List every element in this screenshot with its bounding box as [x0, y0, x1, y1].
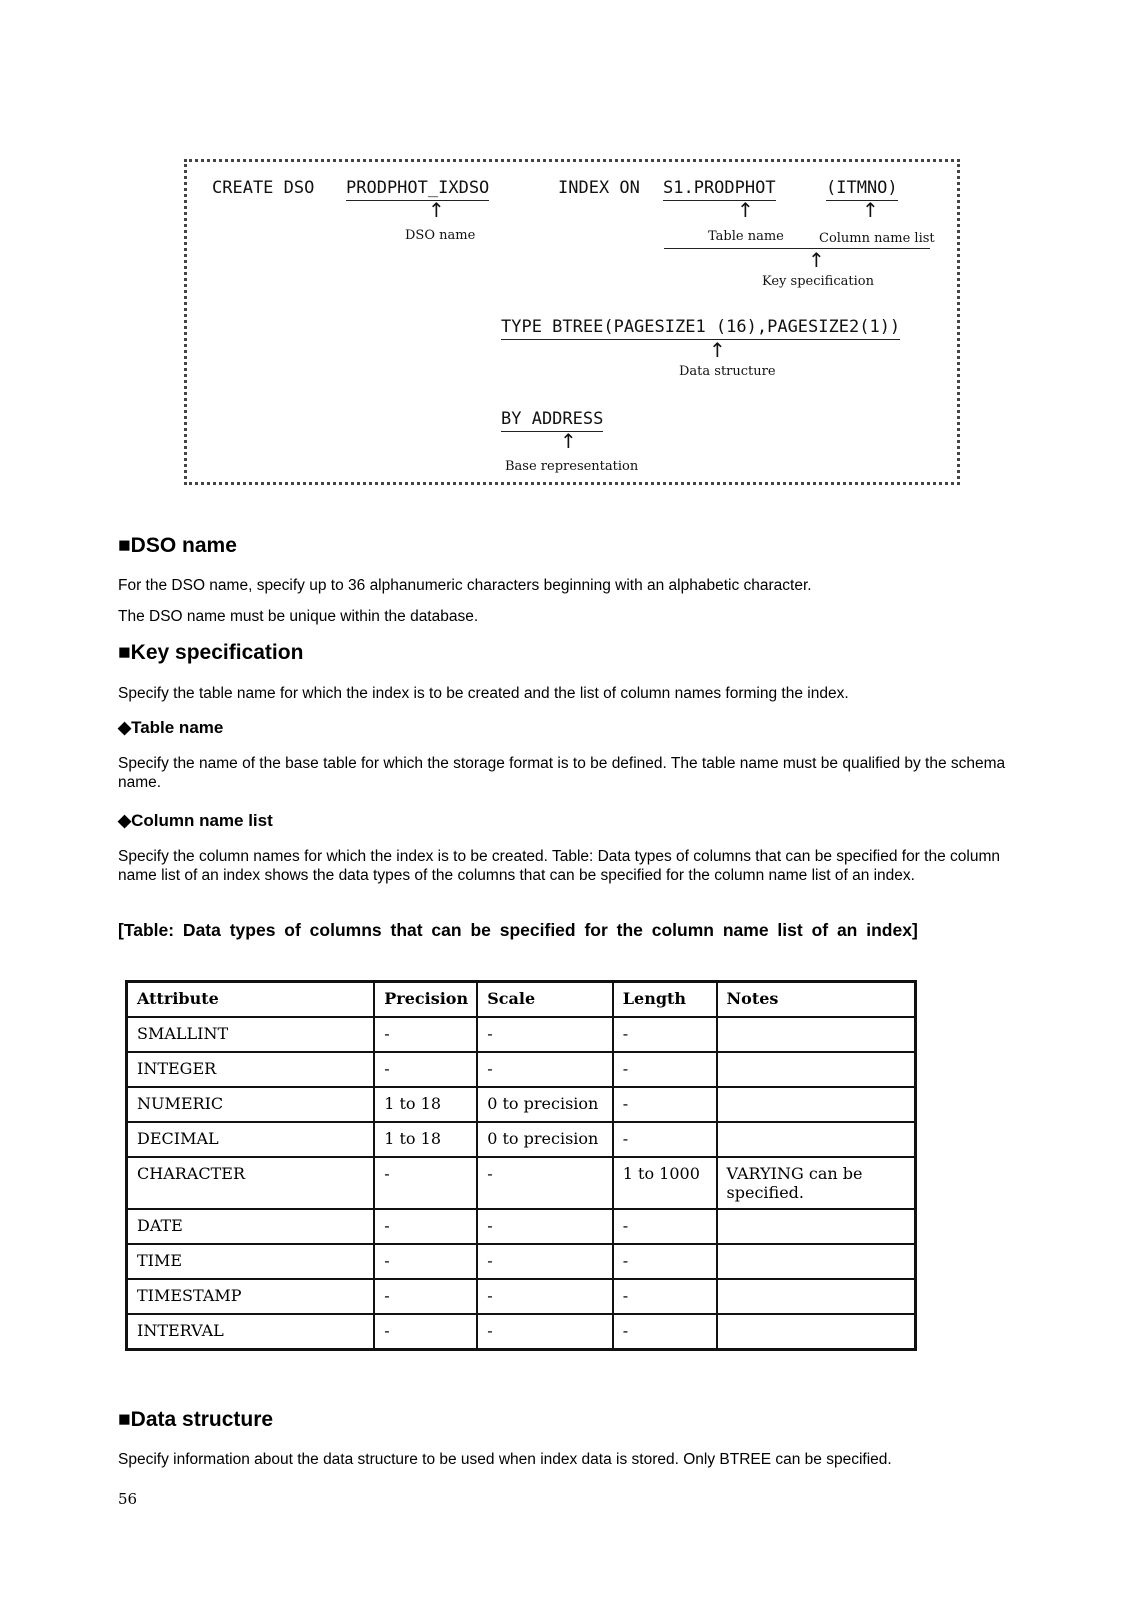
table-row	[127, 1157, 916, 1209]
dso-name-token: PRODPHOT_IXDSO	[346, 178, 489, 201]
type-btree-clause: TYPE BTREE(PAGESIZE1 (16),PAGESIZE2(1))	[501, 317, 900, 340]
cell-length: -	[613, 1209, 717, 1244]
create-dso-keyword: CREATE DSO	[212, 178, 315, 198]
header-precision: Precision	[374, 982, 477, 1018]
cell-scale: -	[477, 1157, 613, 1209]
heading-key-specification: ■Key specification	[118, 641, 304, 664]
cell-attribute: TIME	[127, 1244, 375, 1279]
data-types-table	[125, 980, 917, 1351]
cell-length: -	[613, 1279, 717, 1314]
caption-table-name: Table name	[708, 229, 784, 244]
table-row	[127, 1052, 916, 1087]
heading-dso-name: ■DSO name	[118, 534, 237, 557]
heading-data-structure: ■Data structure	[118, 1408, 274, 1431]
cell-scale: 0 to precision	[477, 1087, 613, 1122]
table-row	[127, 1279, 916, 1314]
caption-data-structure: Data structure	[679, 364, 776, 379]
cell-length: 1 to 1000	[613, 1157, 717, 1209]
paragraph-column-name-list: Specify the column names for which the index is to be created. Table: Data types of columns that can be specified for the column name list of an index shows the data types of the columns that can be specified for the column name list of an index.	[118, 848, 1000, 884]
caption-dso-name: DSO name	[405, 228, 476, 243]
heading-table-name: ◆Table name	[118, 718, 224, 737]
paragraph-dso-name-2: The DSO name must be unique within the database.	[118, 608, 479, 625]
cell-attribute: SMALLINT	[127, 1017, 375, 1052]
cell-scale: -	[477, 1052, 613, 1087]
arrow-up-icon: ↑	[709, 338, 726, 362]
header-scale: Scale	[477, 982, 613, 1018]
column-list-token: (ITMNO)	[826, 178, 898, 201]
cell-notes	[717, 1279, 916, 1314]
cell-attribute: INTEGER	[127, 1052, 375, 1087]
cell-notes	[717, 1052, 916, 1087]
cell-notes	[717, 1244, 916, 1279]
cell-precision: -	[374, 1209, 477, 1244]
cell-attribute: TIMESTAMP	[127, 1279, 375, 1314]
cell-precision: -	[374, 1279, 477, 1314]
header-length: Length	[613, 982, 717, 1018]
table-row	[127, 1209, 916, 1244]
cell-notes: VARYING can be specified.	[717, 1157, 916, 1209]
cell-precision: -	[374, 1314, 477, 1350]
index-on-keyword: INDEX ON	[558, 178, 640, 198]
key-spec-bracket-line	[664, 248, 930, 249]
cell-precision: -	[374, 1244, 477, 1279]
cell-attribute: NUMERIC	[127, 1087, 375, 1122]
arrow-up-icon: ↑	[737, 198, 754, 222]
cell-scale: -	[477, 1279, 613, 1314]
cell-scale: -	[477, 1017, 613, 1052]
arrow-up-icon: ↑	[428, 198, 445, 222]
cell-notes	[717, 1017, 916, 1052]
cell-scale: -	[477, 1244, 613, 1279]
table-row	[127, 1314, 916, 1350]
caption-key-specification: Key specification	[762, 274, 874, 289]
heading-column-name-list: ◆Column name list	[118, 811, 273, 830]
caption-column-list: Column name list	[819, 231, 935, 246]
cell-attribute: DATE	[127, 1209, 375, 1244]
cell-length: -	[613, 1314, 717, 1350]
cell-precision: -	[374, 1157, 477, 1209]
cell-scale: 0 to precision	[477, 1122, 613, 1157]
table-row	[127, 1244, 916, 1279]
paragraph-table-name: Specify the name of the base table for which the storage format is to be defined. The table name must be qualified by the schema name.	[118, 755, 1006, 791]
cell-attribute: CHARACTER	[127, 1157, 375, 1209]
table-row	[127, 1017, 916, 1052]
cell-length: -	[613, 1244, 717, 1279]
arrow-up-icon: ↑	[808, 248, 825, 272]
cell-attribute: INTERVAL	[127, 1314, 375, 1350]
cell-length: -	[613, 1052, 717, 1087]
table-row	[127, 1122, 916, 1157]
by-address-clause: BY ADDRESS	[501, 409, 603, 432]
cell-precision: 1 to 18	[374, 1122, 477, 1157]
cell-attribute: DECIMAL	[127, 1122, 375, 1157]
cell-scale: -	[477, 1314, 613, 1350]
cell-notes	[717, 1209, 916, 1244]
cell-notes	[717, 1122, 916, 1157]
header-attribute: Attribute	[127, 982, 375, 1018]
arrow-up-icon: ↑	[862, 198, 879, 222]
cell-notes	[717, 1314, 916, 1350]
cell-scale: -	[477, 1209, 613, 1244]
cell-length: -	[613, 1087, 717, 1122]
paragraph-dso-name-1: For the DSO name, specify up to 36 alphanumeric characters beginning with an alphabetic character.	[118, 577, 812, 594]
page-number: 56	[118, 1490, 138, 1508]
cell-precision: 1 to 18	[374, 1087, 477, 1122]
table-name-token: S1.PRODPHOT	[663, 178, 776, 201]
cell-precision: -	[374, 1052, 477, 1087]
paragraph-data-structure: Specify information about the data structure to be used when index data is stored. Only BTREE can be specified.	[118, 1451, 892, 1468]
paragraph-key-specification: Specify the table name for which the index is to be created and the list of column names forming the index.	[118, 685, 849, 702]
caption-base-representation: Base representation	[505, 459, 639, 474]
table-row	[127, 1087, 916, 1122]
arrow-up-icon: ↑	[560, 429, 577, 453]
cell-precision: -	[374, 1017, 477, 1052]
cell-notes	[717, 1087, 916, 1122]
table-header-row	[127, 982, 916, 1018]
header-notes: Notes	[717, 982, 916, 1018]
table-caption: [Table: Data types of columns that can be specified for the column name list of an index]	[118, 920, 918, 940]
cell-length: -	[613, 1122, 717, 1157]
cell-length: -	[613, 1017, 717, 1052]
